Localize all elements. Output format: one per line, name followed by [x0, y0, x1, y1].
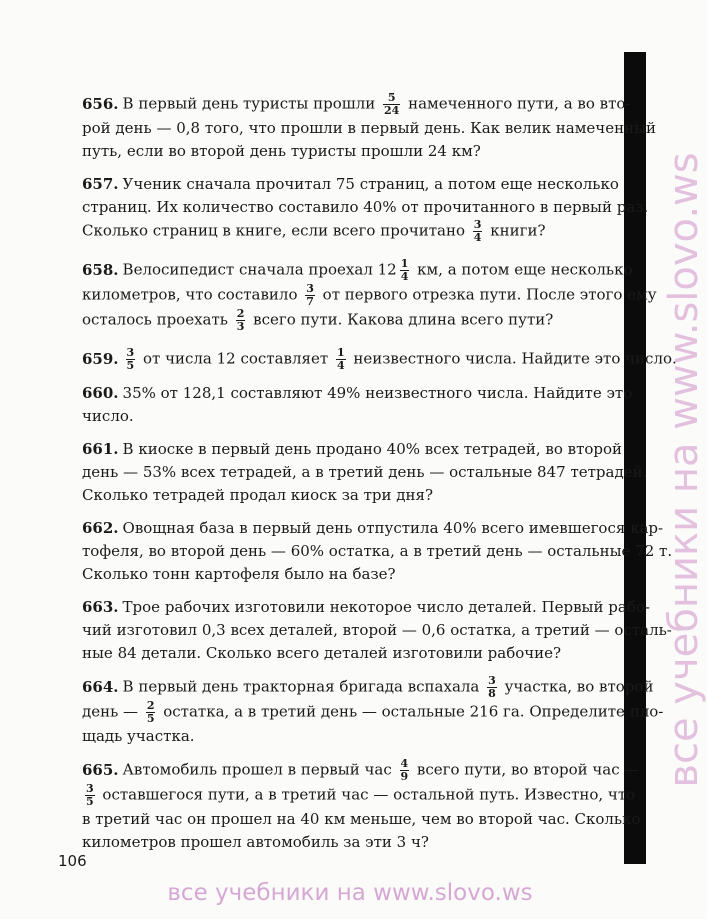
problem-text: тофеля, во второй день — 60% остатка, а в третий день — остальные 72 т. [82, 542, 673, 560]
watermark-bottom: все учебники на www.slovo.ws [167, 880, 533, 906]
problem-text: всего пути, во второй час — [412, 760, 640, 779]
problem-line [82, 725, 622, 748]
problem-text: километров, что составило [82, 285, 303, 304]
fraction-denominator: 9 [400, 770, 409, 783]
watermark-side: все учебники на www.slovo.ws [661, 152, 707, 788]
fraction-numerator: 4 [400, 757, 409, 770]
problem-664 [82, 674, 664, 748]
problem-number: 662. [82, 519, 119, 537]
problem-line [82, 517, 664, 540]
problem-text: осталось проехать [82, 310, 233, 329]
problem-text: рой день — 0,8 того, что прошли в первый день. Как велик намеченный [82, 119, 657, 137]
problem-line [82, 782, 636, 808]
problem-text: Ученик сначала прочитал 75 страниц, а потом еще несколько [122, 175, 619, 193]
fraction-numerator: 3 [488, 674, 496, 687]
fraction-numerator: 3 [473, 218, 482, 231]
problem-line [82, 484, 622, 507]
problem-text: от первого отрезка пути. После этого ему [317, 285, 657, 304]
problem-line [82, 563, 622, 586]
fraction-numerator: 2 [236, 307, 245, 320]
problem-line [82, 596, 650, 619]
fraction [85, 783, 95, 808]
problem-text: Сколько тетрадей продал киоск за три дня? [82, 486, 433, 504]
problem-text: Сколько страниц в книге, если всего прочитано [82, 221, 470, 240]
problem-665 [82, 757, 641, 854]
problem-text: путь, если во второй день туристы прошли 24 км? [82, 142, 481, 160]
problem-line [82, 308, 622, 333]
fraction-denominator: 5 [126, 359, 135, 372]
fraction-denominator: 3 [236, 320, 245, 333]
fraction-denominator: 24 [384, 104, 400, 117]
problem-text: км, а потом еще несколько [412, 260, 633, 279]
problem-text: ные 84 детали. Сколько всего деталей изготовили рабочие? [82, 644, 562, 662]
problem-number: 657. [82, 175, 119, 193]
fraction [336, 347, 346, 372]
problem-line [82, 699, 664, 725]
problem-number: 664. [82, 677, 119, 696]
problem-text: Трое рабочих изготовили некоторое число деталей. Первый рабо- [122, 598, 650, 616]
problem-text: чий изготовил 0,3 всех деталей, второй — 0,6 остатка, а третий — осталь- [82, 621, 672, 639]
problem-663 [82, 596, 672, 665]
problem-text: 35% от 128,1 составляют 49% неизвестного числа. Найдите это [122, 384, 633, 402]
problem-list [82, 91, 677, 864]
problem-line [82, 674, 654, 700]
fraction-denominator: 8 [488, 687, 496, 700]
problem-658 [82, 257, 657, 333]
problem-text: от числа 12 составляет [138, 349, 333, 368]
problem-text: остатка, а в третий день — остальные 216 га. Определите пло- [158, 702, 664, 721]
problem-text: участка, во второй [499, 677, 654, 696]
problem-text: Велосипедист сначала проехал 12 [122, 260, 397, 279]
problem-text: километров прошел автомобиль за эти 3 ч? [82, 833, 429, 851]
problem-line [82, 346, 677, 372]
fraction-numerator: 3 [126, 346, 135, 359]
problem-text: всего пути. Какова длина всего пути? [248, 310, 554, 329]
problem-line [82, 831, 622, 854]
fraction-denominator: 7 [306, 295, 314, 308]
problem-text: оставшегося пути, а в третий час — остальной путь. Известно, что [97, 785, 636, 804]
problem-line [82, 382, 633, 405]
problem-661 [82, 438, 648, 507]
fraction [383, 92, 400, 117]
problem-number: 656. [82, 94, 119, 113]
problem-number: 658. [82, 260, 119, 279]
fraction [400, 258, 410, 283]
problem-660 [82, 382, 633, 428]
problem-text: Овощная база в первый день отпустила 40% всего имевшегося кар- [122, 519, 664, 537]
fraction-numerator: 3 [306, 282, 314, 295]
problem-text: число. [82, 407, 134, 425]
fraction [146, 700, 156, 725]
fraction [126, 347, 136, 372]
problem-text: В киоске в первый день продано 40% всех тетрадей, во второй [122, 440, 623, 458]
problem-line [82, 619, 672, 642]
problem-line [82, 808, 641, 831]
problem-line [82, 461, 648, 484]
problem-line [82, 117, 657, 140]
fraction [236, 308, 246, 333]
fraction [400, 758, 410, 783]
problem-text: неизвестного числа. Найдите это число. [348, 349, 677, 368]
problem-line [82, 257, 633, 283]
page-edge-strip [624, 52, 646, 864]
fraction [487, 675, 497, 700]
problem-text: намеченного пути, а во вто- [403, 94, 631, 113]
problem-number: 660. [82, 384, 119, 402]
fraction-numerator: 1 [400, 257, 409, 270]
fraction-denominator: 5 [86, 795, 94, 808]
problem-number: 659. [82, 349, 119, 368]
problem-text: день — [82, 702, 143, 721]
fraction-numerator: 1 [336, 346, 345, 359]
problem-662 [82, 517, 673, 586]
fraction [473, 219, 483, 244]
fraction-numerator: 2 [146, 699, 155, 712]
problem-line [82, 91, 631, 117]
problem-line [82, 642, 622, 665]
problem-line [82, 173, 622, 196]
problem-659 [82, 346, 677, 372]
fraction [305, 283, 315, 308]
fraction-denominator: 5 [146, 712, 155, 725]
problem-line [82, 196, 649, 219]
problem-line [82, 282, 657, 308]
problem-657 [82, 173, 649, 244]
problem-text: Автомобиль прошел в первый час [122, 760, 397, 779]
problem-number: 663. [82, 598, 119, 616]
problem-line [82, 540, 673, 563]
problem-line [82, 219, 622, 244]
fraction-denominator: 4 [336, 359, 345, 372]
fraction-numerator: 5 [387, 91, 396, 104]
problem-656 [82, 91, 657, 163]
problem-text: Сколько тонн картофеля было на базе? [82, 565, 396, 583]
problem-line [82, 140, 622, 163]
problem-text: щадь участка. [82, 727, 195, 745]
fraction-denominator: 4 [400, 270, 409, 283]
problem-line [82, 405, 622, 428]
problem-number: 661. [82, 440, 119, 458]
fraction-numerator: 3 [86, 782, 94, 795]
problem-text: В первый день тракторная бригада вспахала [122, 677, 485, 696]
problem-line [82, 757, 640, 783]
fraction-denominator: 4 [473, 231, 482, 244]
problem-line [82, 438, 622, 461]
problem-text: день — 53% всех тетрадей, а в третий день — остальные 847 тетрадей. [82, 463, 648, 481]
problem-text: книги? [485, 221, 546, 240]
problem-text: В первый день туристы прошли [122, 94, 381, 113]
problem-text: страниц. Их количество составило 40% от прочитанного в первый раз. [82, 198, 649, 216]
problem-number: 665. [82, 760, 119, 779]
page-number: 106 [58, 852, 87, 870]
problem-text: в третий час он прошел на 40 км меньше, чем во второй час. Сколько [82, 810, 641, 828]
